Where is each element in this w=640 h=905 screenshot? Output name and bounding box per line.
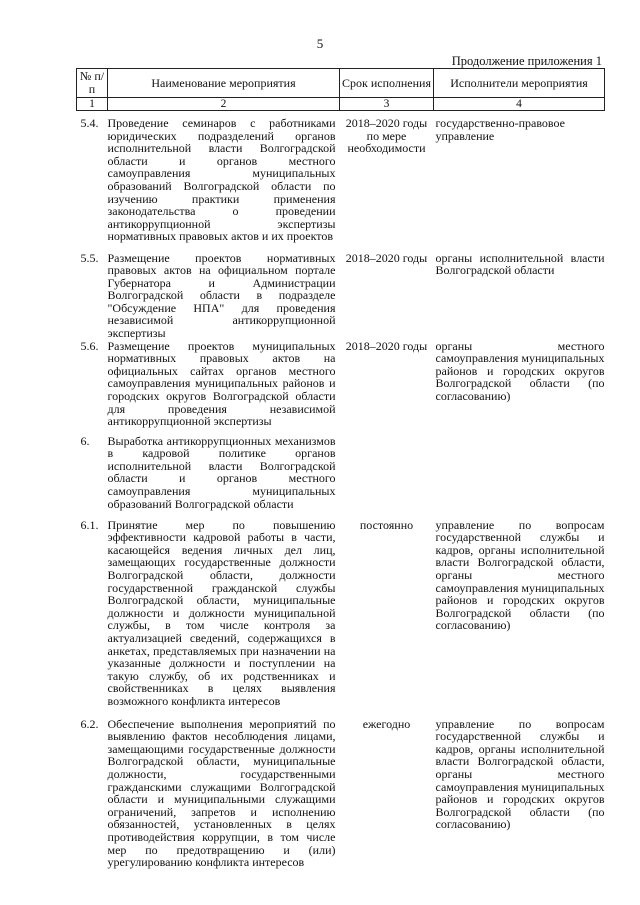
header-name: Наименование мероприятия — [108, 69, 340, 98]
activities-table — [76, 68, 605, 878]
table-row — [77, 519, 605, 718]
row-term: ежегодно — [362, 716, 411, 731]
row-term — [340, 435, 434, 519]
row-term: 2018–2020 годы по мере необходимости — [345, 116, 428, 156]
table-row — [77, 435, 605, 519]
row-num: 6.2. — [80, 716, 99, 731]
header-exec: Исполнители мероприятия — [434, 69, 605, 98]
row-num: 5.4. — [80, 116, 99, 130]
header-num: № п/п — [77, 69, 108, 98]
row-num: 5.5. — [80, 250, 99, 265]
row-exec: органы местного самоуправления муниципальных районов и городских округов Волгоградской области (по согласованию) — [435, 338, 605, 404]
col-index-2: 2 — [108, 98, 340, 111]
row-term: постоянно — [359, 517, 414, 532]
continuation-label: Продолжение приложения 1 — [451, 54, 602, 68]
table-row — [77, 252, 605, 340]
row-name: Проведение семинаров с работниками юридических подразделений органов исполнительной власти Волгоградской области и органов местного самоуправления муниципальных образований Волгоградской области по изучению практики применения законодательства о проведении антикоррупционной экспертизы нормативных правовых актов и их проектов — [107, 116, 336, 244]
table-row — [77, 340, 605, 435]
row-name: Размещение проектов муниципальных нормативных правовых актов на официальных сайтах органов местного самоуправления муниципальных районов и городских округов Волгоградской области для проведения независимой антикоррупционной экспертизы — [107, 338, 336, 429]
row-num: 5.6. — [80, 338, 99, 353]
row-num: 6. — [80, 433, 90, 448]
row-name: Выработка антикоррупционных механизмов в кадровой политике органов исполнительной власти Волгоградской области и органов местного самоуправления муниципальных образований Волгоградской области — [107, 433, 336, 511]
page-number: 5 — [316, 36, 324, 51]
col-index-1: 1 — [77, 98, 108, 111]
row-exec: управление по вопросам государственной службы и кадров, органы исполнительной власти Волгоградской области, органы местного самоуправления муниципальных районов и городских округов Волгоградской области (по согласованию) — [435, 517, 605, 633]
header-term: Срок исполнения — [340, 69, 434, 98]
row-exec: управление по вопросам государственной службы и кадров, органы исполнительной власти Волгоградской области, органы местного самоуправления муниципальных районов и городских округов Волгоградской области (по согласованию) — [435, 716, 605, 832]
row-exec — [434, 435, 605, 519]
col-index-3: 3 — [340, 98, 434, 111]
row-name: Принятие мер по повышению эффективности кадровой работы в части, касающейся ведения личных дел лиц, замещающих государственные должности Волгоградской области, должности государственной гражданской службы Волгоградской области, муниципальные должности и должности муниципальной службы, в том числе контроля за актуализацией сведений, содержащихся в анкетах, представляемых при назначении на указанные должности и поступлении на такую службу, об их родственниках и свойственниках в целях выявления возможного конфликта интересов — [107, 517, 336, 708]
row-term: 2018–2020 годы — [345, 250, 428, 265]
row-name: Размещение проектов нормативных правовых актов на официальном портале Губернатора и Администрации Волгоградской области в подразделе "Обсуждение НПА" для проведения независимой антикоррупционной экспертизы — [107, 250, 336, 341]
row-num: 6.1. — [80, 517, 99, 532]
table-row — [77, 111, 605, 252]
row-exec: государственно-правовое управление — [435, 116, 565, 143]
row-term: 2018–2020 годы — [345, 338, 428, 353]
col-index-4: 4 — [434, 98, 605, 111]
row-exec: органы исполнительной власти Волгоградской области — [435, 250, 605, 278]
row-name: Обеспечение выполнения мероприятий по выявлению фактов несоблюдения лицами, замещающими государственные должности Волгоградской области, муниципальные должности, государственными гражданскими служащими Волгоградской области и муниципальными служащими ограничений, запретов и исполнению обязанностей, установленных в целях противодействия коррупции, в том числе мер по предотвращению и (или) урегулированию конфликта интересов — [107, 716, 336, 870]
table-row — [77, 718, 605, 878]
